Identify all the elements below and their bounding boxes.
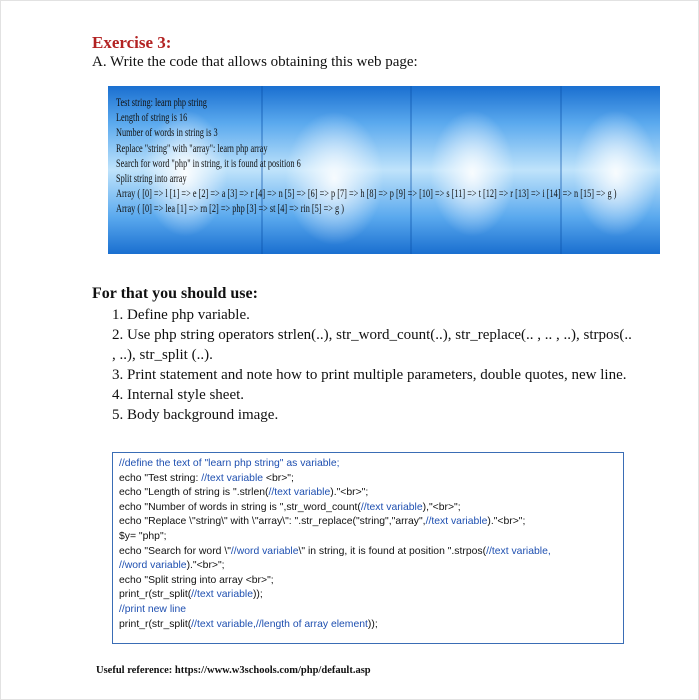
code-line	[119, 530, 623, 545]
code-line	[119, 603, 623, 618]
instruction-step: 3. Print statement and note how to print multiple parameters, double quotes, new line.	[112, 367, 627, 383]
code-comment: //text variable	[201, 472, 264, 484]
output-line: Replace "string" with "array": learn php array	[116, 142, 268, 155]
code-text: $y= "php";	[119, 530, 167, 542]
code-line	[119, 588, 623, 603]
code-text: ),"<br>";	[422, 501, 461, 513]
instruction-step: 4. Internal style sheet.	[112, 387, 245, 403]
code-line	[119, 618, 623, 633]
output-line: Search for word "php" in string, it is found at position 6	[116, 157, 301, 170]
code-text: echo "Number of words in string is ",str_word_count(	[119, 501, 361, 513]
code-comment: //define the text of "learn php string" as variable;	[119, 458, 340, 469]
code-comment: //text variable	[268, 487, 331, 499]
code-text: )."<br>";	[330, 487, 369, 499]
output-line: Test string: learn php string	[116, 97, 207, 109]
code-line	[119, 472, 623, 487]
output-line: Array ( [0] => lea [1] => rn [2] => php [3] => st [4] => rin [5] => g )	[116, 203, 345, 216]
code-comment: //print new line	[119, 603, 186, 615]
code-comment: //text variable,	[486, 545, 551, 557]
code-comment: //text variable,//length of array element	[191, 618, 368, 630]
code-text: \" in string, it is found at position ".strpos(	[298, 545, 487, 557]
instructions-heading: For that you should use:	[92, 285, 258, 302]
code-line	[119, 486, 623, 501]
code-text: <br>";	[263, 472, 294, 484]
code-text: echo "Search for word \"	[119, 545, 231, 557]
instruction-step: 2. Use php string operators strlen(..), str_word_count(..), str_replace(.. , .. , ..), strpos(.. , ..), str_split (..).	[112, 327, 632, 363]
code-line	[119, 545, 623, 560]
reference-link[interactable]: Useful reference: https://www.w3schools.com/php/default.asp	[96, 665, 371, 676]
code-comment: //word variable	[230, 545, 299, 557]
code-text: print_r(str_split(	[119, 589, 192, 601]
code-text: )."<br>";	[487, 516, 526, 528]
code-line	[119, 559, 623, 574]
output-screenshot	[108, 86, 660, 254]
code-text: echo "Test string:	[119, 472, 202, 484]
instruction-step: 5. Body background image.	[112, 407, 279, 423]
output-lines	[116, 96, 616, 218]
code-text: )."<br>";	[186, 560, 225, 572]
exercise-subtitle: A. Write the code that allows obtaining this web page:	[92, 54, 418, 70]
code-text: print_r(str_split(	[119, 618, 192, 630]
code-text: ));	[252, 589, 263, 601]
code-text: echo "Split string into array <br>";	[119, 574, 274, 586]
code-text: ));	[367, 618, 378, 630]
code-comment: //word variable	[119, 560, 187, 572]
instruction-step: 1. Define php variable.	[112, 307, 250, 323]
code-line	[119, 515, 623, 530]
code-comment: //text variable	[425, 516, 488, 528]
code-text: echo "Length of string is ".strlen(	[119, 487, 269, 499]
code-line	[119, 501, 623, 516]
output-line: Length of string is 16	[116, 112, 188, 125]
code-text: echo "Replace \"string\" with \"array\": ".str_replace("string","array",	[119, 516, 426, 528]
output-line: Array ( [0] => l [1] => e [2] => a [3] => r [4] => n [5] => [6] => p [7] => h [8] => p [9] => [10] => s [11] => t [12] => r [13] => i [14] => n [15] => g )	[116, 188, 617, 201]
code-comment: //text variable	[191, 589, 253, 601]
output-line: Number of words in string is 3	[116, 127, 218, 140]
code-line	[119, 574, 623, 589]
exercise-title: Exercise 3:	[92, 33, 172, 52]
code-line	[119, 457, 623, 472]
code-comment: //text variable	[360, 501, 423, 513]
code-box	[112, 452, 624, 644]
instruction-steps	[112, 305, 632, 425]
output-line: Split string into array	[116, 172, 187, 185]
